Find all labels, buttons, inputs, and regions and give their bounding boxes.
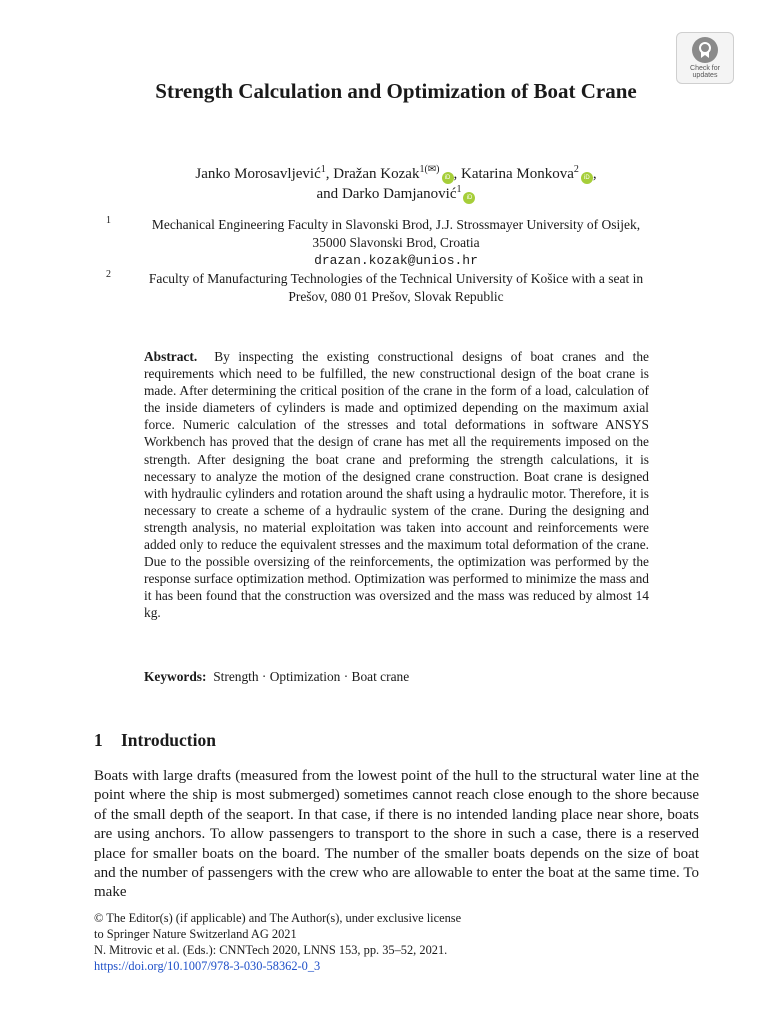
keywords <box>144 668 649 686</box>
abstract-text: By inspecting the existing constructional designs of boat cranes and the requirements which need to be fulfilled, the new constructional design of the boat crane is made. After determining the critical position of the crane in the form of a load, calculation of the inside diameters of cylinders is made and optimized depending on the maximum axial force. Numeric calculation of the stresses and total deformations in software ANSYS Workbench has proved that the design of crane has met all the requirements imposed on the strength. After designing the boat crane and preforming the strength calculations, it is necessary to analyze the motion of the designed crane construction. Boat crane is designed with hydraulic cylinders and rotation around the shaft using a hydraulic motor. Therefore, it is necessary to create a scheme of a hydraulic system of the crane. During the designing and strength analysis, no material exploitation was taken into account and reinforcements were added only to reduce the equivalent stresses and the maximum total deformation of the crane. Due to the possible oversizing of the reinforcements, the optimization was performed by the response surface optimization method. Optimization was performed to minimize the mass and it has been found that the construction was oversized and the mass was reduced by almost 14 kg. <box>144 349 649 621</box>
author-name: Darko Damjanović <box>341 186 457 202</box>
section-number: 1 <box>94 730 103 750</box>
affiliation-1: 1 Mechanical Engineering Faculty in Slavonski Brod, J.J. Strossmayer University of Osijek, 35000 Slavonski Brod, Croatia drazan.kozak@unios.hr <box>100 216 692 270</box>
copyright-footer: © The Editor(s) (if applicable) and The Author(s), under exclusive license to Springer Nature Switzerland AG 2021 N. Mitrovic et al. (Eds.): CNNTech 2020, LNNS 153, pp. 35–52, 2021. https://doi.org/10.1007/978-3-030-58362-0_3 <box>94 911 462 973</box>
section-title: Introduction <box>121 730 216 750</box>
abstract <box>144 348 649 622</box>
bookmark-icon <box>692 37 718 63</box>
orcid-icon[interactable]: iD <box>442 172 454 184</box>
section-heading <box>94 729 216 751</box>
check-for-updates-badge[interactable] <box>676 32 734 84</box>
paper-title: Strength Calculation and Optimization of Boat Crane <box>155 79 637 103</box>
keywords-text: Strength · Optimization · Boat crane <box>213 669 410 684</box>
author-line-1: Janko Morosavljević$^1$, Dražan Kozak$^{1(✉)}$iD , Katarina Monkova$^2$iD , <box>195 164 597 182</box>
author-name: Dražan Kozak <box>333 166 420 182</box>
affiliation-2: 2 Faculty of Manufacturing Technologies of the Technical University of Košice with a seat in Prešov, 080 01 Prešov, Slovak Republic <box>106 269 644 304</box>
doi-link[interactable]: https://doi.org/10.1007/978-3-030-58362-0_3 <box>94 959 321 973</box>
orcid-icon[interactable]: iD <box>581 172 593 184</box>
author-name: Katarina Monkova <box>461 166 574 182</box>
intro-paragraph: Boats with large drafts (measured from the lowest point of the hull to the structural water line at the point where the ship is most submerged) sometimes cannot reach close enough to the shore because of the small depth of the seaport. In that case, if there is no intended landing place near shore, boats are using anchors. To allow passengers to transport to the shore in such a case, there is a reserved place for smaller boats on the board. The number of the smaller boats depends on the size of boat and the number of passengers with the crew who are allowable to enter the boat at the same time. To make <box>94 768 699 901</box>
email-link[interactable]: drazan.kozak@unios.hr <box>314 253 478 268</box>
abstract-label: Abstract. <box>144 349 198 364</box>
author-name: Janko Morosavljević <box>195 166 321 182</box>
author-list <box>100 164 692 204</box>
badge-label: Check for updates <box>690 65 720 79</box>
orcid-icon[interactable]: iD <box>463 192 475 204</box>
author-line-2: and Darko Damjanović$^1$iD <box>100 184 692 204</box>
keywords-label: Keywords: <box>144 669 207 684</box>
